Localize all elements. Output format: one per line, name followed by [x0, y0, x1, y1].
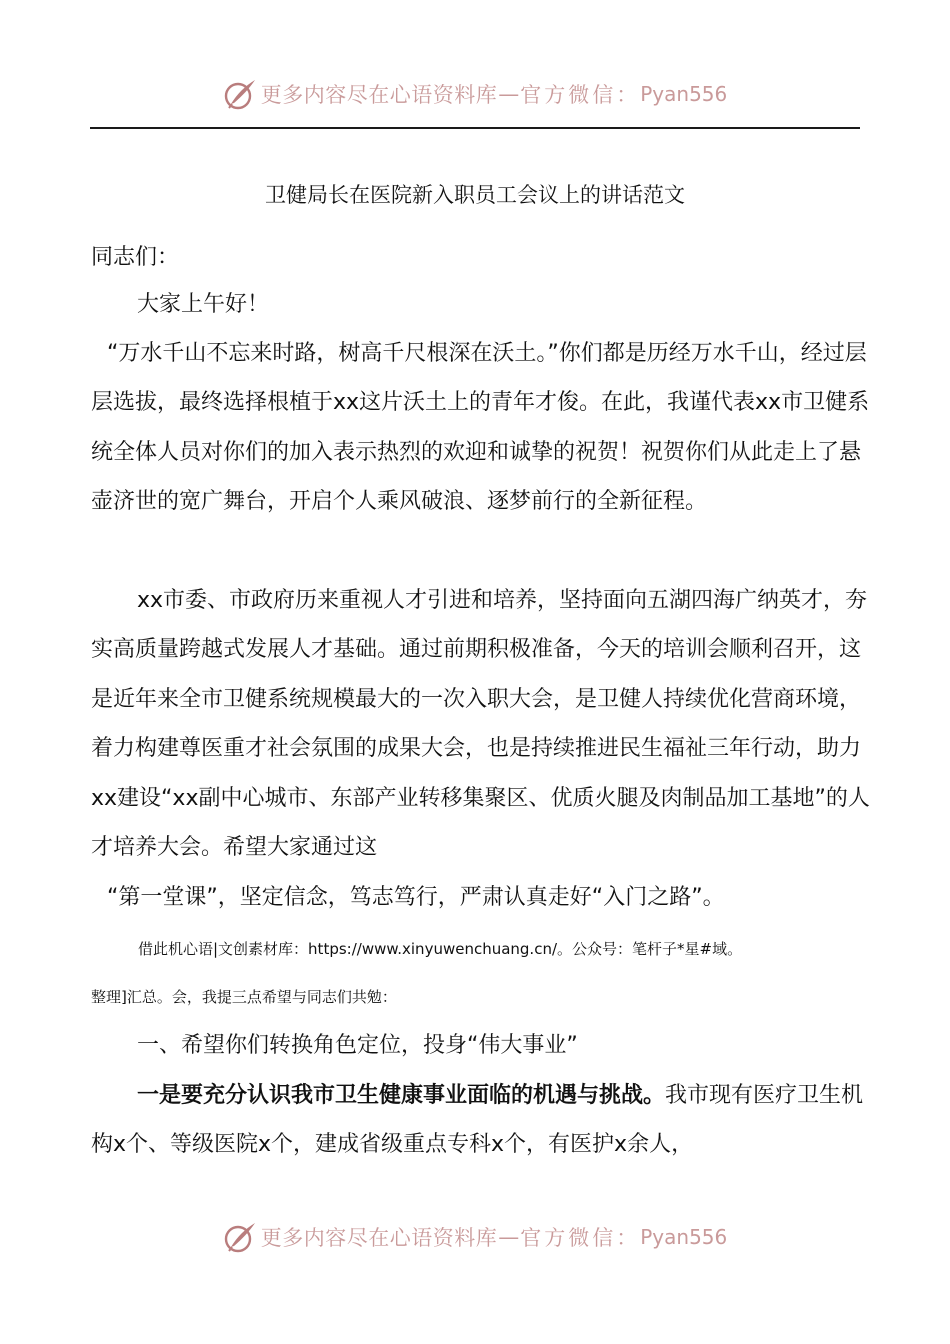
banner-library-text: 更多内容尽在心语资料库 [260, 83, 498, 107]
paragraph-1: “万水千山不忘来时路，树高千尺根深在沃土。”你们都是历经万水千山，经过层层选拔，最终选择根植于xx这片沃土上的青年才俊。在此，我谨代表xx市卫健系统全体人员对你们的加入表示热烈的欢迎和诚挚的祝贺！祝贺你们从此走上了悬壶济世的宽广舞台，开启个人乘风破浪、逐梦前行的全新征程。 [91, 341, 870, 515]
banner-wechat-label: 官方微信： [520, 1226, 641, 1250]
note-line-1: 借此机心语|文创素材库：https://www.xinyuwenchuang.cn/。公众号：笔杆子*星#域。 [138, 940, 743, 958]
point-1 [91, 1071, 871, 1170]
footer-banner [0, 1217, 950, 1257]
greeting: 大家上午好！ [137, 292, 270, 317]
section-heading-1: 一、希望你们转换角色定位，投身“伟大事业” [137, 1033, 578, 1058]
quill-logo-icon [223, 77, 257, 111]
banner-dash: — [498, 82, 520, 106]
banner-wechat-id: Pyan556 [640, 82, 728, 106]
banner-dash: — [498, 1225, 520, 1249]
document-title: 卫健局长在医院新入职员工会议上的讲话范文 [265, 183, 685, 207]
point-1-text: 我市现有医疗卫生机构x个、等级医院x个，建成省级重点专科x个，有医护x余人， [91, 1083, 864, 1158]
banner-wechat-label: 官方微信： [520, 83, 641, 107]
note-line-2: 整理]汇总。会，我提三点希望与同志们共勉： [91, 988, 397, 1006]
banner-wechat-id: Pyan556 [640, 1225, 728, 1249]
paragraph-2: xx市委、市政府历来重视人才引进和培养，坚持面向五湖四海广纳英才，夯实高质量跨越式发展人才基础。通过前期积极准备，今天的培训会顺利召开，这是近年来全市卫健系统规模最大的一次入职大会，是卫健人持续优化营商环境，着力构建尊医重才社会氛围的成果大会，也是持续推进民生福祉三年行动，助力xx建设“xx副中心城市、东部产业转移集聚区、优质火腿及肉制品加工基地”的人才培养大会。希望大家通过这 [91, 588, 870, 861]
quill-logo-icon [223, 1220, 257, 1254]
banner-library-text: 更多内容尽在心语资料库 [260, 1226, 498, 1250]
paragraph-2-end: “第一堂课”，坚定信念，笃志笃行，严肃认真走好“入门之路”。 [107, 885, 725, 910]
header-divider [90, 127, 860, 129]
header-banner [0, 74, 950, 114]
point-1-lead: 一是要充分认识我市卫生健康事业面临的机遇与挑战。 [137, 1083, 666, 1108]
salutation: 同志们： [91, 245, 180, 270]
